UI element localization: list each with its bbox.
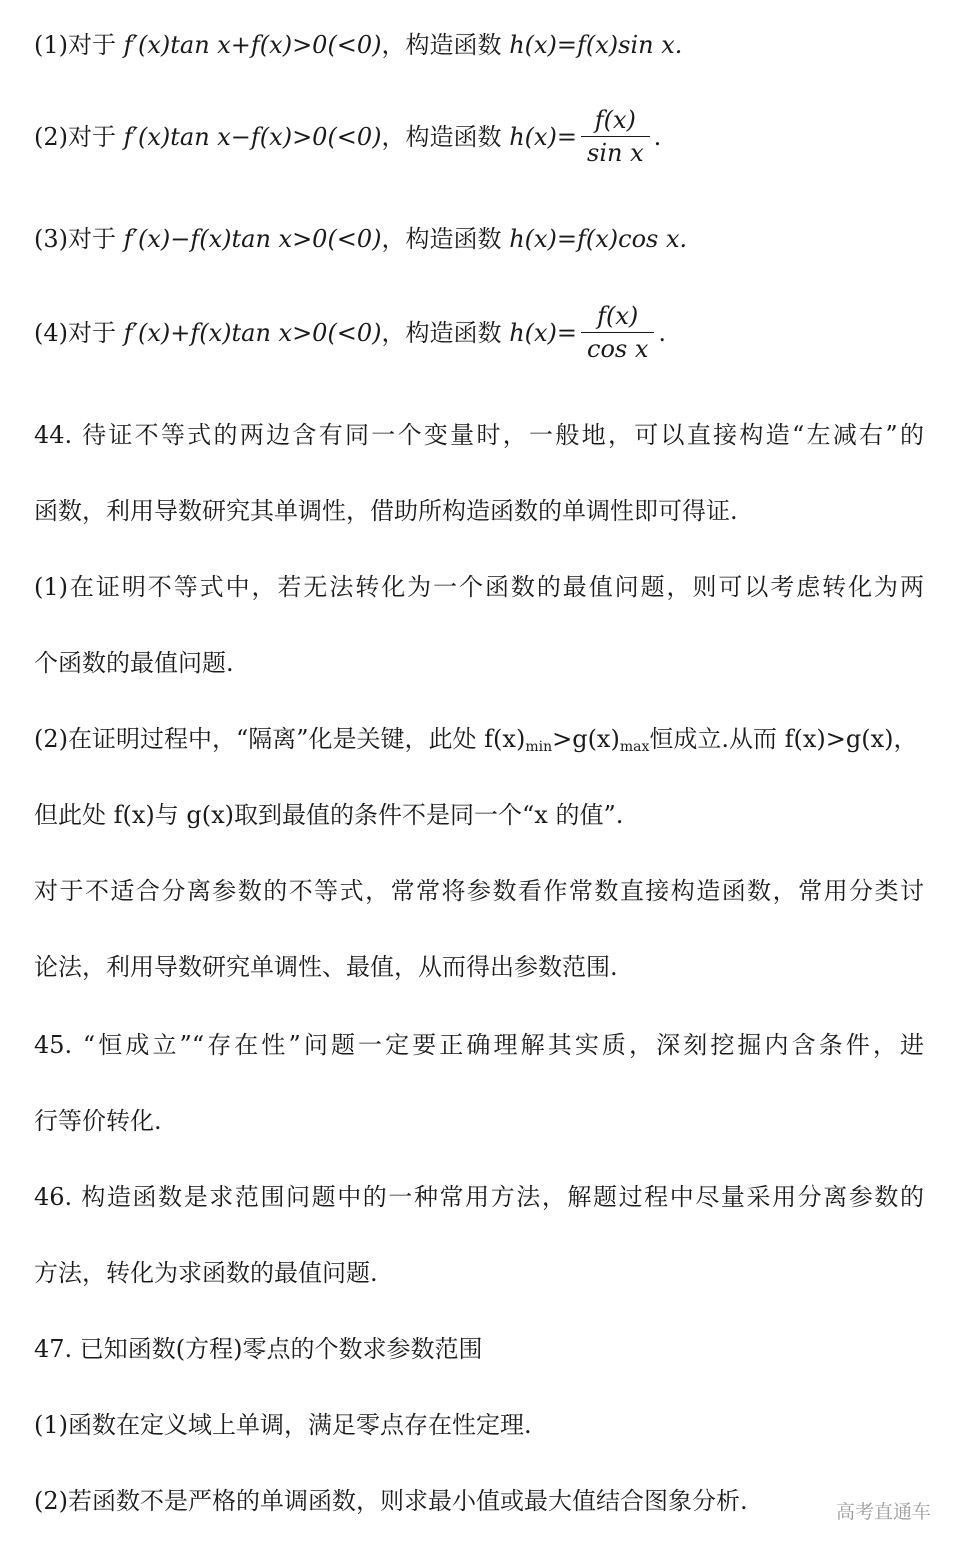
formula-4-mid: ，构造函数 [381, 318, 502, 347]
item47-line1: 47. 已知函数(方程)零点的个数求参数范围 [34, 1335, 483, 1363]
formula-4-fraction [581, 300, 654, 365]
formula-2 [34, 104, 661, 169]
item47-sub1: (1)函数在定义域上单调，满足零点存在性定理. [34, 1411, 532, 1439]
item44-line2: 函数，利用导数研究其单调性，借助所构造函数的单调性即可得证. [34, 497, 738, 525]
watermark-text: 高考直通车 [835, 1501, 931, 1523]
formula-3-mid: ，构造函数 [381, 225, 502, 253]
item44-line1: 44. 待证不等式的两边含有同一个变量时，一般地，可以直接构造“左减右”的 [34, 421, 924, 449]
item47-sub2: (2)若函数不是严格的单调函数，则求最小值或最大值结合图象分析. [34, 1487, 748, 1515]
formula-1-condition: f′(x)tan x+f(x)>0(<0) [123, 31, 382, 59]
formula-2-denominator: sin x [587, 139, 644, 167]
formula-4-lhs: h(x)= [509, 318, 578, 347]
formula-2-end: . [653, 122, 662, 151]
formula-2-mid: ，构造函数 [381, 122, 502, 151]
formula-3-condition: f′(x)−f(x)tan x>0(<0) [123, 225, 382, 253]
item44-sub2-part-a: (2)在证明过程中，“隔离”化是关键，此处 f(x) [34, 725, 526, 753]
item44-sub2-line2: 但此处 f(x)与 g(x)取到最值的条件不是同一个“x 的值”. [34, 801, 624, 829]
item44-para-line1: 对于不适合分离参数的不等式，常常将参数看作常数直接构造函数，常用分类讨 [34, 877, 924, 905]
formula-2-lhs: h(x)= [509, 122, 578, 151]
formula-4-condition: f′(x)+f(x)tan x>0(<0) [123, 318, 382, 347]
item44-sub2-line1 [34, 724, 918, 762]
formula-4-prefix: (4)对于 [34, 318, 116, 347]
item44-sub1-line2: 个函数的最值问题. [34, 649, 234, 677]
formula-2-numerator: f(x) [581, 104, 650, 137]
formula-1-result: h(x)=f(x)sin x. [509, 31, 683, 59]
formula-1 [34, 30, 682, 60]
item46-line1: 46. 构造函数是求范围问题中的一种常用方法，解题过程中尽量采用分离参数的 [34, 1183, 924, 1211]
item44-sub2-max: max [619, 739, 650, 755]
formula-2-fraction [581, 104, 650, 169]
formula-4 [34, 300, 666, 365]
item45-line2: 行等价转化. [34, 1107, 162, 1135]
formula-1-mid: ，构造函数 [381, 31, 502, 59]
formula-3 [34, 224, 687, 254]
formula-2-condition: f′(x)tan x−f(x)>0(<0) [123, 122, 382, 151]
formula-1-prefix: (1)对于 [34, 31, 116, 59]
formula-4-denominator: cos x [587, 335, 649, 363]
item44-sub1-line1: (1)在证明不等式中，若无法转化为一个函数的最值问题，则可以考虑转化为两 [34, 573, 924, 601]
formula-4-numerator: f(x) [581, 300, 654, 333]
formula-3-prefix: (3)对于 [34, 225, 116, 253]
item44-sub2-part-b: >g(x) [552, 725, 620, 753]
formula-2-prefix: (2)对于 [34, 122, 116, 151]
item46-line2: 方法，转化为求函数的最值问题. [34, 1259, 378, 1287]
item45-line1: 45. “恒成立”“存在性”问题一定要正确理解其实质，深刻挖掘内含条件，进 [34, 1031, 924, 1059]
item44-sub2-min: min [525, 739, 553, 755]
formula-4-end: . [658, 318, 667, 347]
formula-3-result: h(x)=f(x)cos x. [509, 225, 688, 253]
item44-para-line2: 论法，利用导数研究单调性、最值，从而得出参数范围. [34, 953, 618, 981]
item44-sub2-part-c: 恒成立.从而 f(x)>g(x)， [649, 725, 918, 753]
